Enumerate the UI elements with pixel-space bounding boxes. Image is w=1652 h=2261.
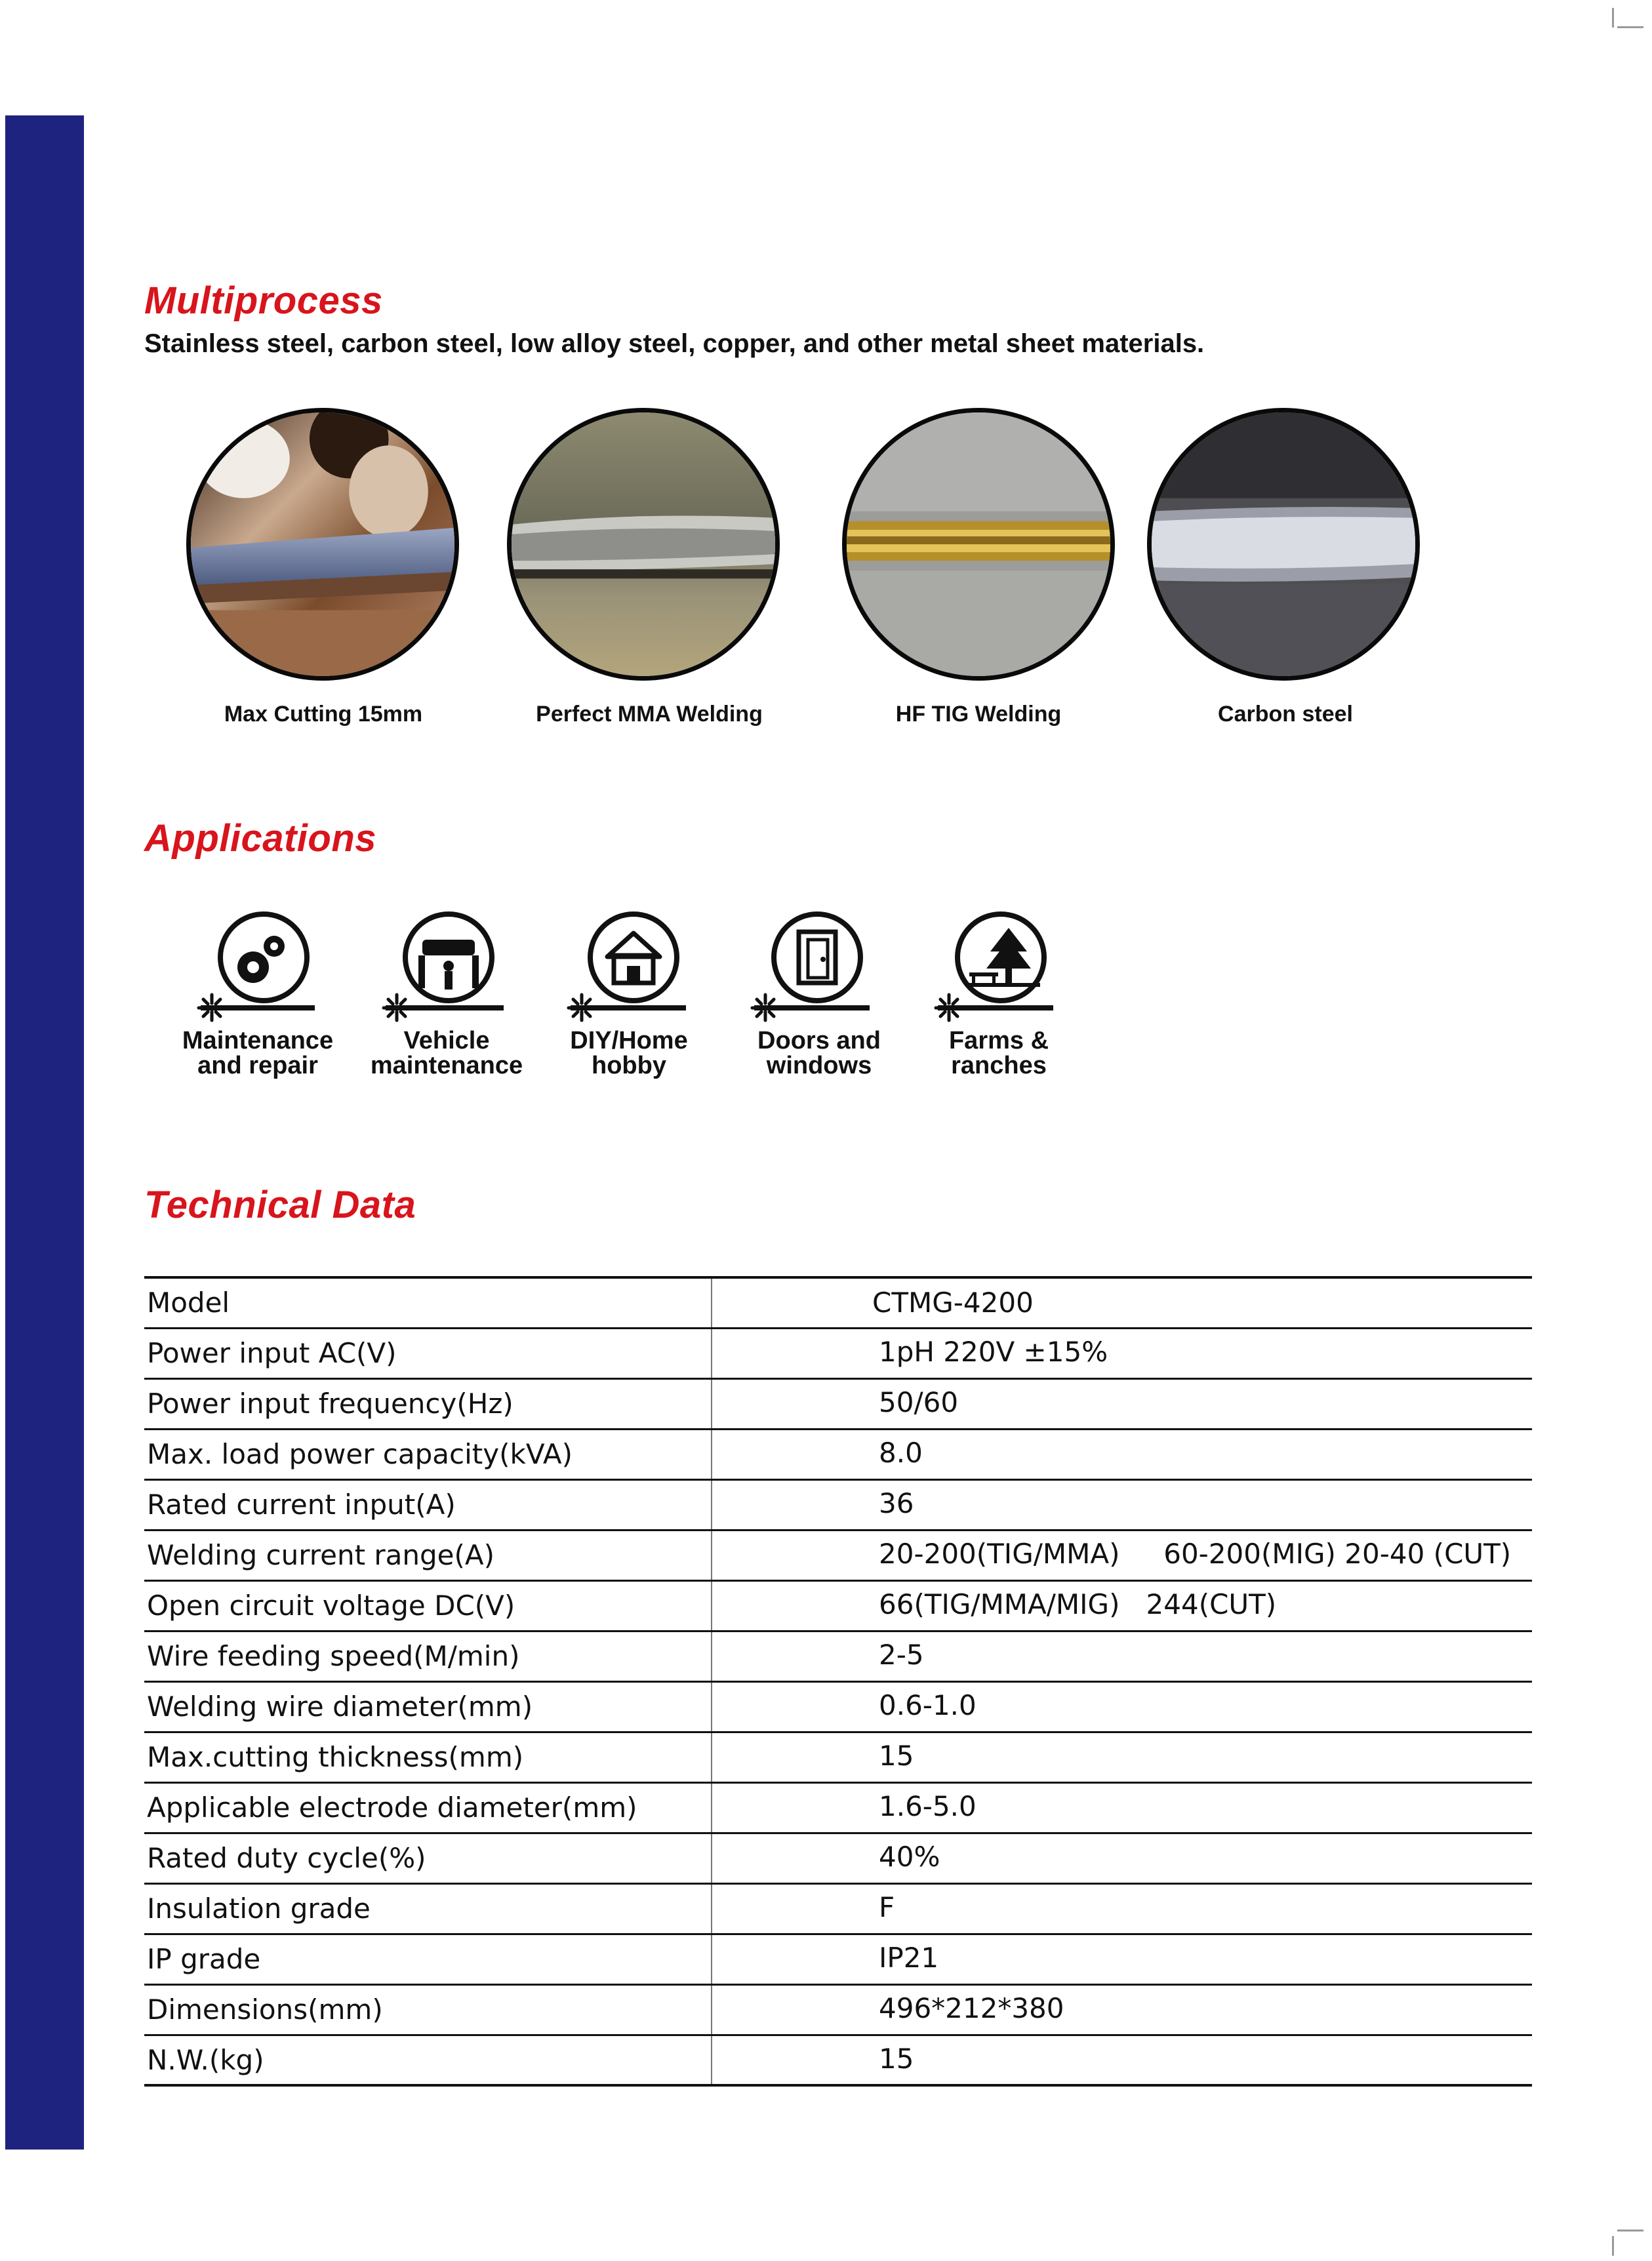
app-doors-windows [724,908,914,1079]
spec-label: Applicable electrode diameter(mm) [144,1782,712,1833]
table-row [144,2035,1532,2085]
spec-value: 66(TIG/MMA/MIG) 244(CUT) [879,1588,1277,1620]
spec-label: Max. load power capacity(kVA) [144,1429,712,1479]
tig-weld-photo [842,408,1115,681]
spec-value: 1.6-5.0 [879,1790,977,1822]
spec-label: Open circuit voltage DC(V) [144,1580,712,1631]
table-row [144,1782,1532,1833]
spec-label: Dimensions(mm) [144,1984,712,2035]
spec-value: F [879,1891,895,1923]
app-label-line2: ranches [951,1052,1047,1079]
gears-icon [163,908,353,1026]
app-vehicle [352,908,542,1079]
photo-caption-4: Carbon steel [1218,702,1353,727]
mma-weld-photo [507,408,780,681]
spec-value: 8.0 [879,1436,923,1469]
spec-label: Welding current range(A) [144,1530,712,1580]
tree-icon [904,908,1094,1026]
app-label-line2: hobby [592,1052,666,1079]
spec-value: 496*212*380 [879,1991,1064,2024]
multiprocess-subtitle: Stainless steel, carbon steel, low alloy steel, copper, and other metal sheet materials. [144,329,1205,358]
table-row [144,1732,1532,1782]
spec-value: 2-5 [879,1638,924,1671]
app-label-line1: Farms & [948,1027,1049,1054]
car-lift-icon [352,908,542,1026]
table-row [144,1681,1532,1732]
cutting-photo [186,408,459,681]
table-row [144,1479,1532,1530]
technical-heading: Technical Data [144,1184,416,1226]
table-row [144,1883,1532,1934]
app-label-line2: windows [766,1052,872,1079]
app-label-line1: Doors and [757,1027,881,1054]
multiprocess-heading: Multiprocess [144,279,383,322]
app-label-line1: Vehicle [403,1027,490,1054]
crop-mark-bottom-right-h [1617,2230,1643,2231]
side-color-bar [5,115,84,2150]
spec-value: 1pH 220V ±15% [879,1335,1108,1368]
table-row [144,1984,1532,2035]
table-row [144,1429,1532,1479]
table-row [144,1277,1532,1328]
spec-label: Wire feeding speed(M/min) [144,1631,712,1681]
spec-label: Power input frequency(Hz) [144,1378,712,1429]
app-label-line1: Maintenance [182,1027,334,1054]
photo-caption-3: HF TIG Welding [895,702,1062,727]
spec-label: Max.cutting thickness(mm) [144,1732,712,1782]
crop-mark-top-right-h [1617,26,1643,28]
spec-value: 40% [879,1840,940,1873]
spec-value: 20-200(TIG/MMA) 60-200(MIG) 20-40 (CUT) [879,1537,1512,1570]
app-farms [904,908,1094,1079]
app-diy-home [534,908,724,1079]
spec-value: CTMG-4200 [872,1287,1034,1319]
spec-label: Insulation grade [144,1883,712,1934]
table-row [144,1328,1532,1378]
app-label-line2: maintenance [370,1052,523,1079]
applications-heading: Applications [144,817,377,860]
photo-cutting [182,408,464,681]
photo-caption-1: Max Cutting 15mm [224,702,423,727]
spec-label: N.W.(kg) [144,2035,712,2085]
table-row [144,1833,1532,1883]
spec-value: 0.6-1.0 [879,1689,977,1721]
photo-caption-2: Perfect MMA Welding [536,702,763,727]
spec-value: IP21 [879,1941,939,1974]
spec-value: 15 [879,1739,914,1772]
spec-label: Welding wire diameter(mm) [144,1681,712,1732]
house-icon [534,908,724,1026]
app-label-line1: DIY/Home [570,1027,688,1054]
spec-label: Rated duty cycle(%) [144,1833,712,1883]
photo-mma [502,408,784,681]
spec-label: IP grade [144,1934,712,1984]
photo-carbon [1142,408,1424,681]
carbon-steel-photo [1147,408,1420,681]
app-label-line2: and repair [197,1052,318,1079]
spec-label: Model [144,1277,712,1328]
table-row [144,1580,1532,1631]
spec-label: Rated current input(A) [144,1479,712,1530]
crop-mark-top-right-v [1612,8,1614,28]
table-row [144,1631,1532,1681]
spec-value: 50/60 [879,1386,959,1418]
technical-data-table [144,1276,1532,2087]
spec-label: Power input AC(V) [144,1328,712,1378]
spec-value: 36 [879,1487,914,1519]
door-icon [724,908,914,1026]
spec-value: 15 [879,2042,914,2075]
table-row [144,1530,1532,1580]
crop-mark-bottom-right-v [1612,2236,1614,2256]
photo-tig [837,408,1119,681]
table-row [144,1934,1532,1984]
table-row [144,1378,1532,1429]
app-maintenance [163,908,353,1079]
